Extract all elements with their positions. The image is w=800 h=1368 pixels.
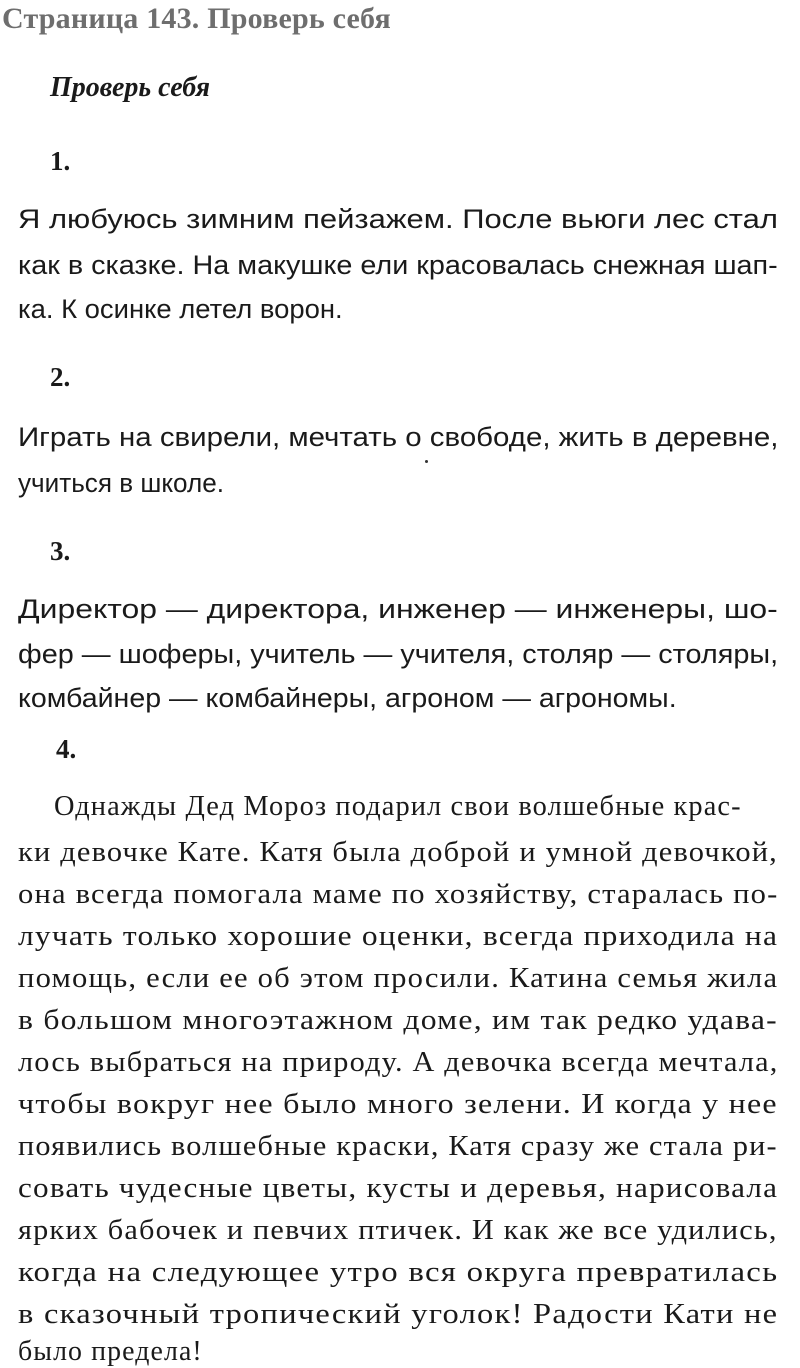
task-4-line: чтобы вокруг нее было много зелени. И когда у нее — [18, 1089, 778, 1120]
task-4-line: когда на следующее утро вся округа превратилась — [18, 1257, 779, 1288]
task-4-line: лось выбраться на природу. А девочка всегда мечтала, — [18, 1047, 779, 1078]
task-4-line: появились волшебные краски, Катя сразу же стала ри- — [18, 1131, 778, 1162]
task-3-number: 3. — [50, 536, 71, 566]
print-speck — [425, 460, 428, 463]
page-header: Страница 143. Проверь себя — [2, 2, 391, 35]
task-4-number: 4. — [56, 734, 77, 764]
task-4-line: она всегда помогала маме по хозяйству, старалась по- — [18, 879, 779, 910]
task-1-line: как в сказке. На макушке ели красовалась снежная шап- — [18, 250, 778, 280]
task-4-line: совать чудесные цветы, кусты и деревья, нарисовала — [18, 1173, 779, 1204]
task-4-line: помощь, если ее об этом просили. Катина семья жила — [18, 963, 779, 994]
task-3-line: фер — шоферы, учитель — учителя, столяр — столяры, — [18, 639, 779, 669]
task-4-line: Однажды Дед Мороз подарил свои волшебные крас- — [54, 791, 742, 822]
task-1-number: 1. — [50, 146, 71, 176]
task-4-line: лучать только хорошие оценки, всегда приходила на — [18, 921, 779, 952]
section-title: Проверь себя — [50, 72, 210, 103]
task-2-line: Играть на свирели, мечтать о свободе, жить в деревне, — [18, 422, 779, 452]
task-1-line: ка. К осинке летел ворон. — [18, 294, 343, 324]
task-3-line: Директор — директора, инженер — инженеры, шо- — [18, 594, 778, 624]
task-4-line: в сказочный тропический уголок! Радости Кати не — [18, 1299, 779, 1330]
task-2-line: учиться в школе. — [18, 468, 225, 498]
task-4-line: в большом многоэтажном доме, им так редко удава- — [18, 1005, 778, 1036]
task-1-line: Я любуюсь зимним пейзажем. После вьюги лес стал — [18, 204, 778, 234]
task-4-line: было предела! — [18, 1336, 203, 1367]
task-3-line: комбайнер — комбайнеры, агроном — агрономы. — [18, 683, 677, 713]
task-4-line: ярких бабочек и певчих птичек. И как же все удились, — [18, 1215, 778, 1246]
task-4-line: ки девочке Кате. Катя была доброй и умной девочкой, — [18, 837, 778, 868]
task-2-number: 2. — [50, 362, 71, 392]
